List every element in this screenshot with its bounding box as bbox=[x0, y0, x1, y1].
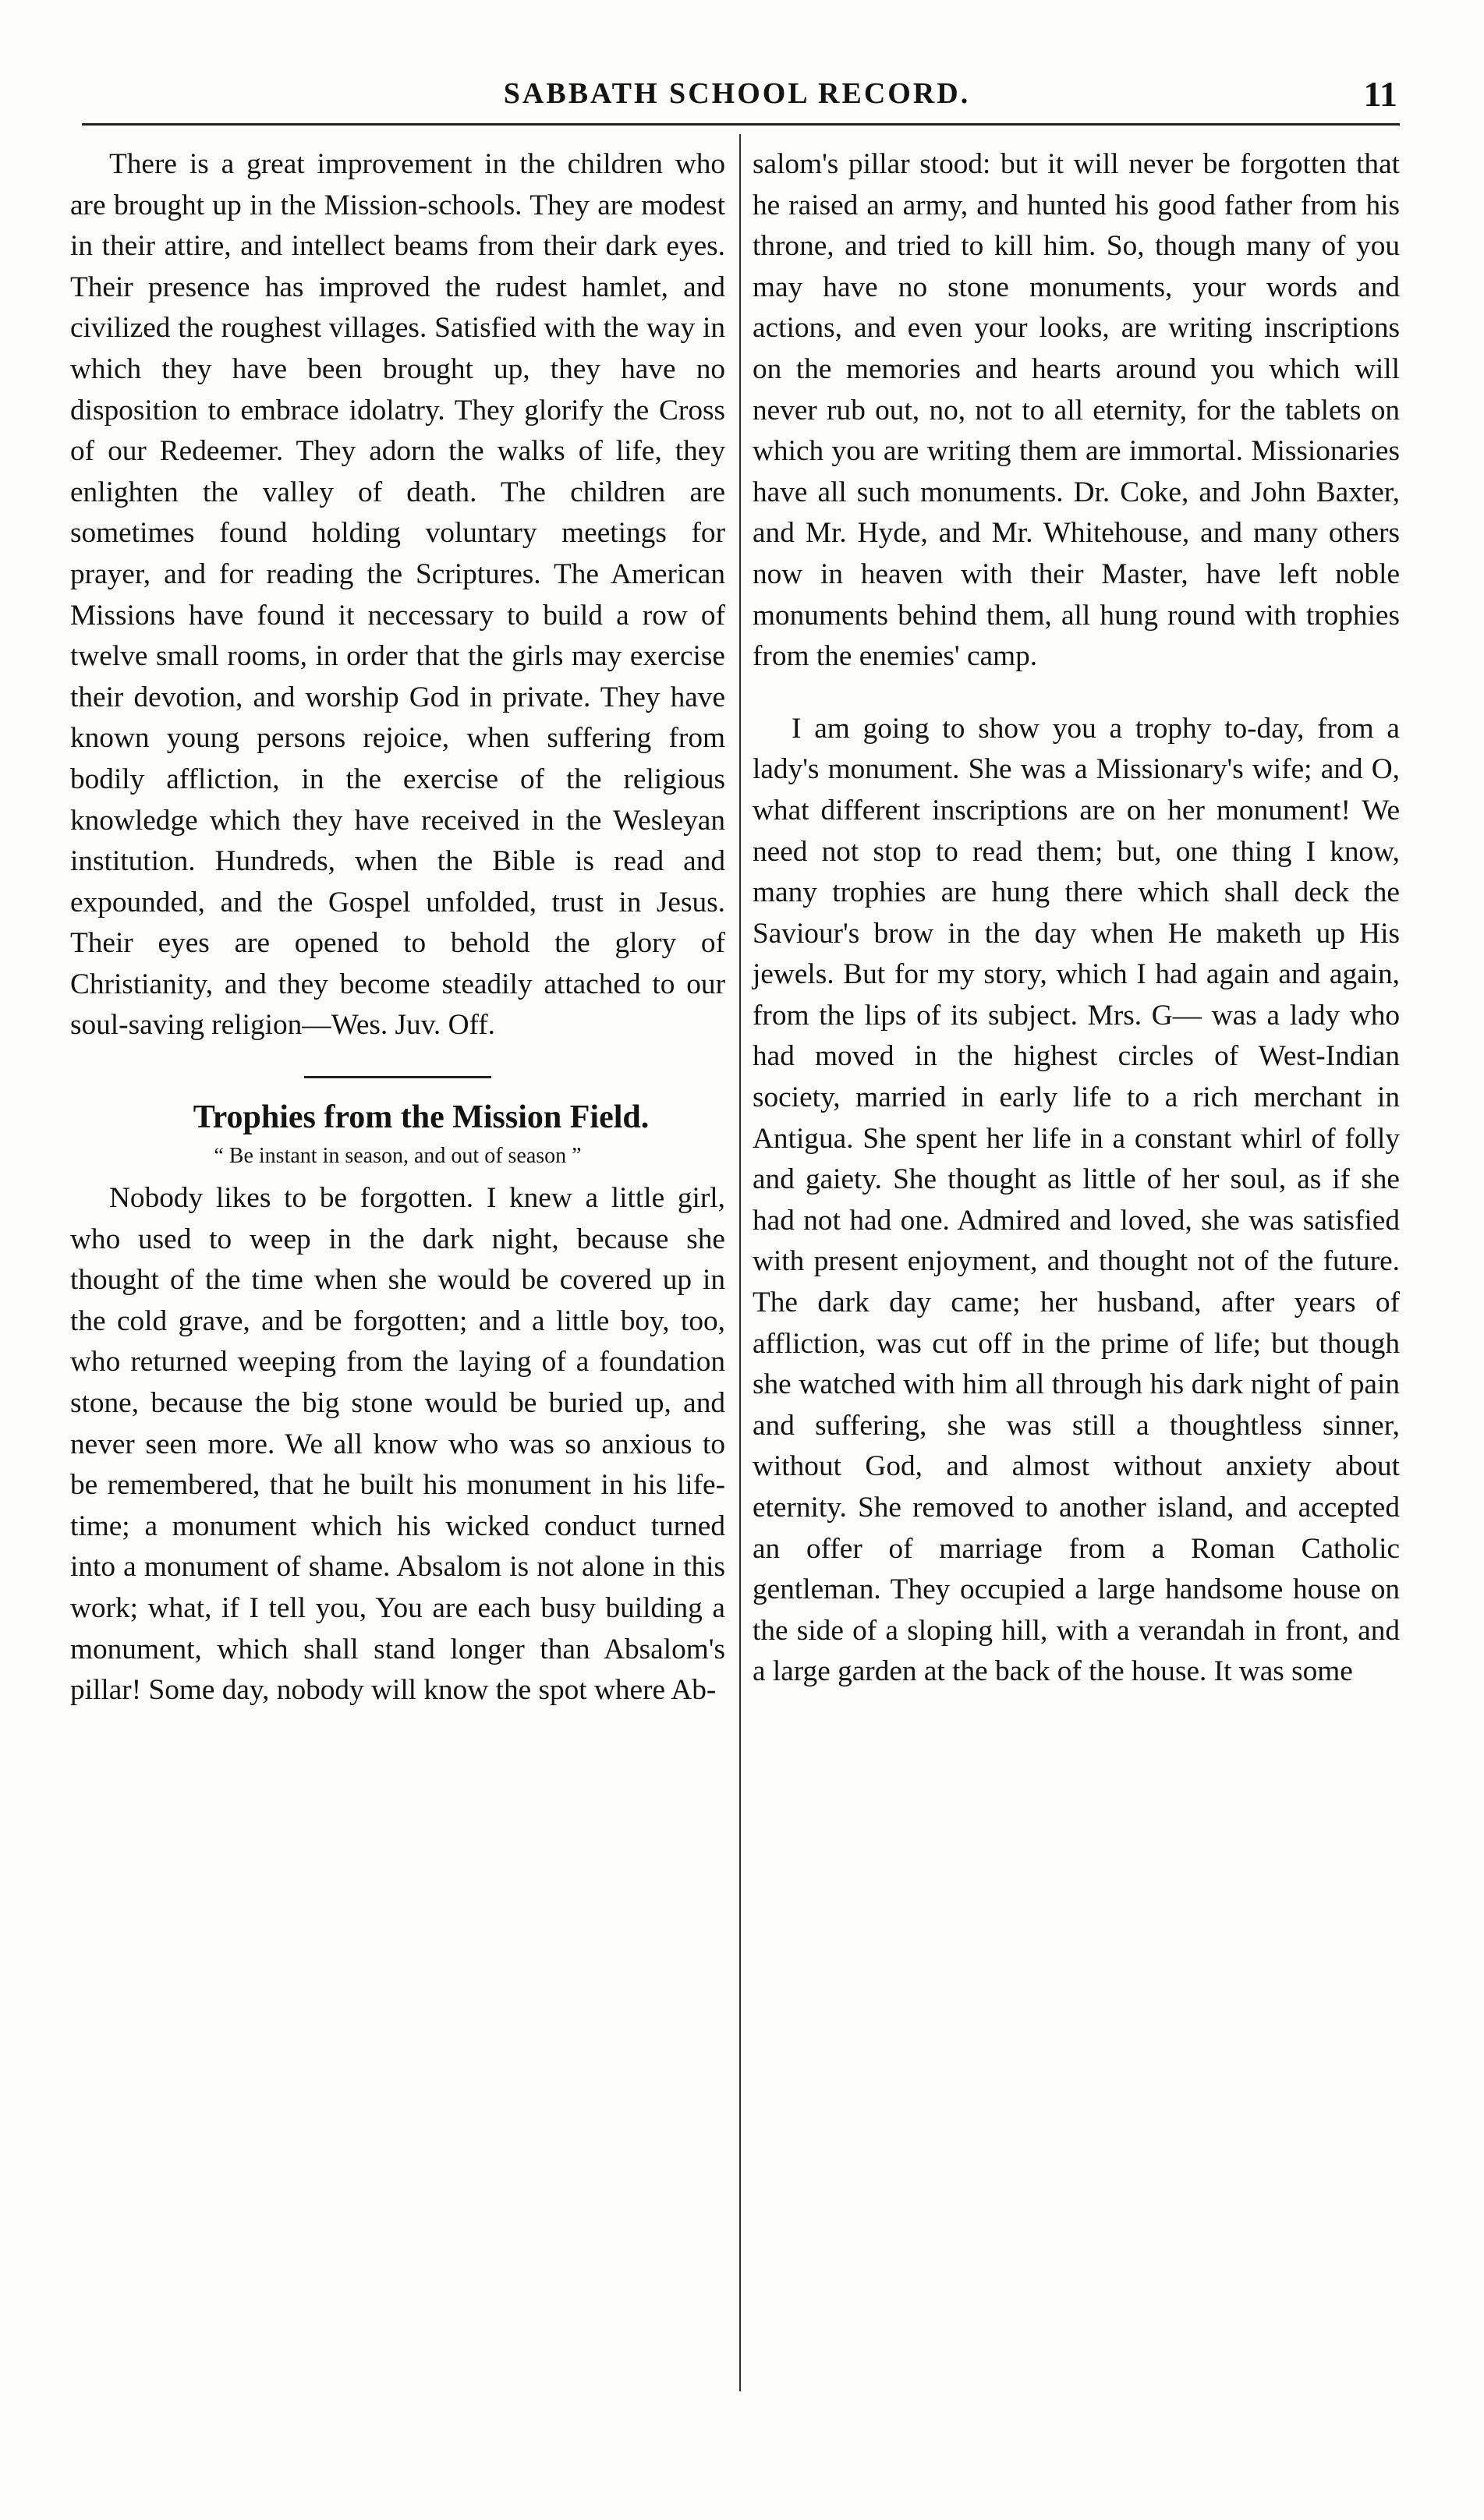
absalom-paragraph: salom's pillar stood: but it will never be forgotten that he raised an army, and hunted his good father from his throne, and tried to kill him. So, though many of you may have no stone monuments, your words and actions, and even your looks, are writing inscriptions on the memories and hearts around you which will never rub out, no, not to all eternity, for the tablets on which you are writing them are immortal. Missionaries have all such monuments. Dr. Coke, and John Baxter, and Mr. Hyde, and Mr. Whitehouse, and many others now in heaven with their Master, have left noble monuments behind them, all hung round with trophies from the enemies' camp. bbox=[753, 148, 1400, 673]
header-rule bbox=[82, 123, 1400, 126]
forgotten-paragraph: Nobody likes to be forgotten. I knew a little girl, who used to weep in the dark night, because she thought of the time when she would be covered up in the cold grave, and be forgotten; and a little boy, too, who returned weeping from the laying of a foundation stone, because the big stone would be buried up, and never seen more. We all know who was so anxious to be remembered, that he built his monument in his life-time; a monument which his wicked conduct turned into a monument of shame. Absalom is not alone in this work; what, if I tell you, You are each busy building a monument, which shall stand longer than Absalom's pillar! Some day, nobody will know the spot where Ab- bbox=[70, 1182, 725, 1707]
page-number: 11 bbox=[1363, 74, 1397, 114]
trophy-story-paragraph: I am going to show you a trophy to-day, from a lady's monument. She was a Missionary's wife; and O, what different inscriptions are on her monument! We need not stop to read them; but, one thing I know, many trophies are hung there which shall deck the Saviour's brow in the day when He maketh up His jewels. But for my story, which I had again and again, from the lips of its subject. Mrs. G— was a lady who had moved in the highest circles of West-Indian society, married in early life to a rich merchant in Antigua. She spent her life in a constant whirl of folly and gaiety. She thought as little of her soul, as if she had not had one. Admired and loved, she was satisfied with present enjoyment, and thought not of the future. The dark day came; her husband, after years of affliction, was cut off in the prime of life; but though she watched with him all through his dark night of pain and suffering, she was still a thoughtless sinner, without God, and almost without anxiety about eternity. She removed to another island, and accepted an offer of marriage from a Roman Catholic gentleman. They occupied a large handsome house on the side of a sloping hill, with a verandah in front, and a large garden at the back of the house. It was some bbox=[753, 712, 1400, 1688]
section-title: Trophies from the Mission Field. bbox=[193, 1099, 650, 1136]
paragraph-gap bbox=[753, 678, 1400, 709]
epigraph: “ Be instant in season, and out of season ” bbox=[214, 1144, 582, 1169]
page-header bbox=[70, 67, 1404, 122]
left-column bbox=[70, 144, 725, 1711]
column-divider bbox=[739, 134, 741, 2391]
section-separator bbox=[304, 1076, 491, 1078]
mission-schools-paragraph: There is a great improvement in the children who are brought up in the Mission-schools. They are modest in their attire, and intellect beams from their dark eyes. Their presence has improved the rudest hamlet, and civilized the roughest villages. Satisfied with the way in which they have been brought up, they have no disposition to embrace idolatry. They glorify the Cross of our Redeemer. They adorn the walks of life, they enlighten the valley of death. The children are sometimes found holding voluntary meetings for prayer, and for reading the Scriptures. The American Missions have found it neccessary to build a row of twelve small rooms, in order that the girls may exercise their devotion, and worship God in private. They have known young persons rejoice, when suffering from bodily affliction, in the exercise of the religious knowledge which they have received in the Wesleyan institution. Hundreds, when the Bible is read and expounded, and the Gospel unfolded, trust in Jesus. Their eyes are opened to behold the glory of Christianity, and they become steadily attached to our soul-saving religion—Wes. Juv. Off. bbox=[70, 148, 725, 1042]
right-column bbox=[753, 144, 1400, 1693]
running-title: SABBATH SCHOOL RECORD. bbox=[503, 77, 971, 110]
